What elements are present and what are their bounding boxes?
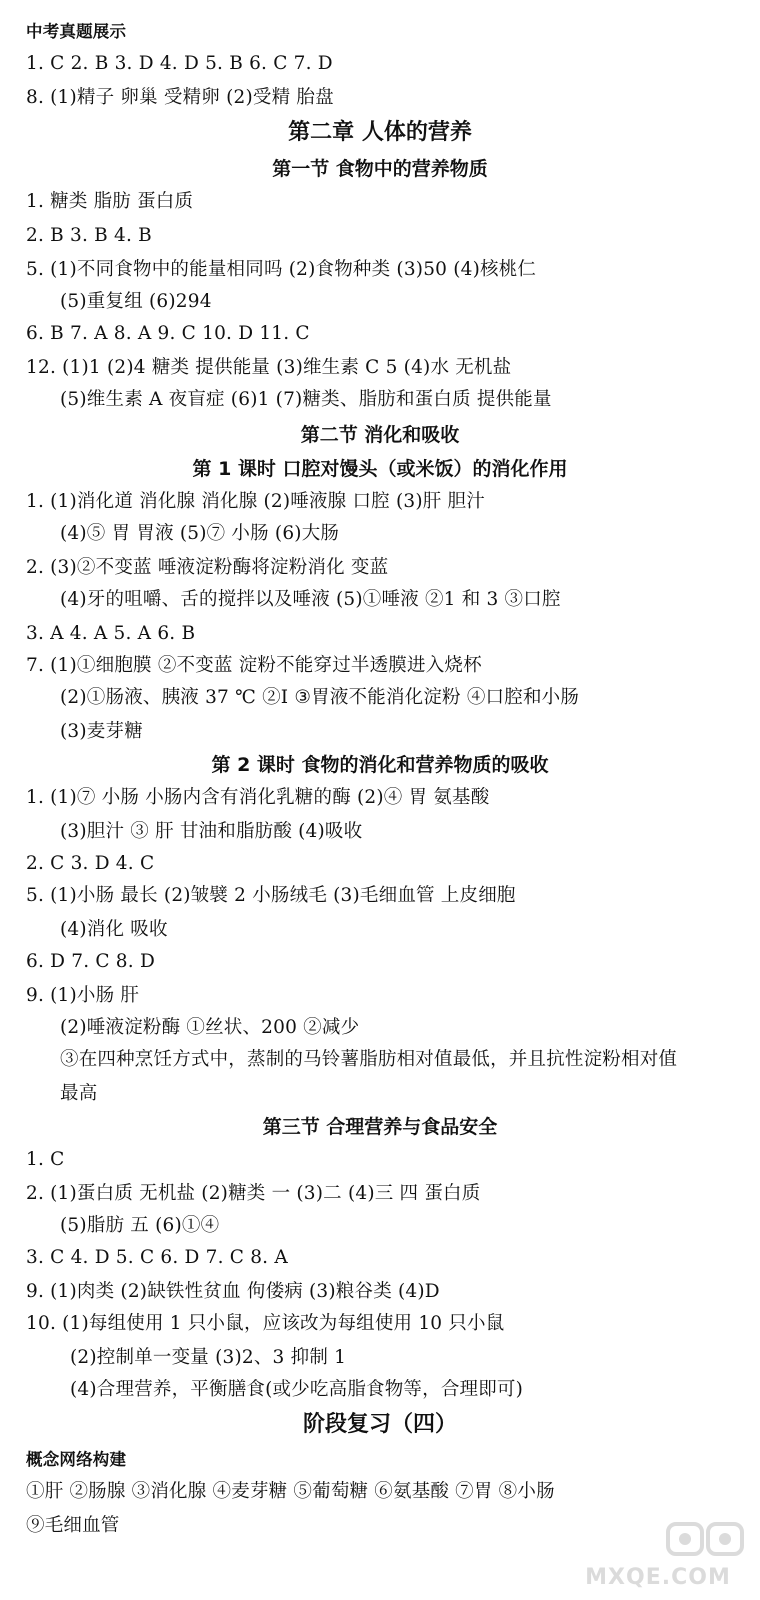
answer-line: (4)消化 吸收 — [60, 919, 168, 940]
answer-line: ③在四种烹饪方式中，蒸制的马铃薯脂肪相对值最低，并且抗性淀粉相对值 — [60, 1049, 678, 1070]
answer-line: 1. C 2. B 3. D 4. D 5. B 6. C 7. D — [26, 53, 333, 74]
answer-line: (5)维生素 A 夜盲症 (6)1 (7)糖类、脂肪和蛋白质 提供能量 — [60, 389, 552, 410]
answer-line: ⑨毛细血管 — [26, 1515, 120, 1536]
answer-line: 1. (1)消化道 消化腺 消化腺 (2)唾液腺 口腔 (3)肝 胆汁 — [26, 491, 485, 512]
answer-line: (2)①肠液、胰液 37 ℃ ②Ⅰ ③胃液不能消化淀粉 ④口腔和小肠 — [60, 687, 580, 708]
answer-line: ①肝 ②肠腺 ③消化腺 ④麦芽糖 ⑤葡萄糖 ⑥氨基酸 ⑦胃 ⑧小肠 — [26, 1481, 555, 1502]
answer-line: (4)⑤ 胃 胃液 (5)⑦ 小肠 (6)大肠 — [60, 523, 340, 544]
answer-line: (4)合理营养，平衡膳食(或少吃高脂食物等，合理即可) — [70, 1379, 524, 1400]
answer-line: 2. (1)蛋白质 无机盐 (2)糖类 一 (3)二 (4)三 四 蛋白质 — [26, 1183, 481, 1204]
answer-line: 1. C — [26, 1149, 65, 1170]
answer-line: (5)重复组 (6)294 — [60, 291, 212, 312]
answer-line: (3)胆汁 ③ 肝 甘油和脂肪酸 (4)吸收 — [60, 821, 363, 842]
lesson-heading: 第 2 课时 食物的消化和营养物质的吸收 — [211, 754, 549, 776]
lesson-heading: 第 1 课时 口腔对馒头（或米饭）的消化作用 — [192, 458, 568, 480]
answer-line: (5)脂肪 五 (6)①④ — [60, 1215, 220, 1236]
answer-line: (2)唾液淀粉酶 ①丝状、200 ②减少 — [60, 1017, 360, 1038]
watermark-text: MXQE.COM — [585, 1565, 731, 1590]
answer-line: 1. 糖类 脂肪 蛋白质 — [26, 191, 194, 212]
answer-line: 9. (1)肉类 (2)缺铁性贫血 佝偻病 (3)粮谷类 (4)D — [26, 1281, 440, 1302]
section-heading: 第三节 合理营养与食品安全 — [262, 1116, 498, 1138]
answer-line: 6. B 7. A 8. A 9. C 10. D 11. C — [26, 323, 310, 344]
section-heading: 第一节 食物中的营养物质 — [272, 158, 488, 180]
review-heading: 阶段复习（四） — [302, 1412, 457, 1437]
section-label-concept-map: 概念网络构建 — [26, 1450, 127, 1469]
chapter-heading: 第二章 人体的营养 — [288, 120, 472, 145]
answer-line: (2)控制单一变量 (3)2、3 抑制 1 — [70, 1347, 347, 1368]
answer-line: 2. B 3. B 4. B — [26, 225, 152, 246]
answer-line: 8. (1)精子 卵巢 受精卵 (2)受精 胎盘 — [26, 87, 334, 108]
section-heading: 第二节 消化和吸收 — [300, 424, 460, 446]
answer-line: 5. (1)小肠 最长 (2)皱襞 2 小肠绒毛 (3)毛细血管 上皮细胞 — [26, 885, 516, 906]
answer-line: 9. (1)小肠 肝 — [26, 985, 140, 1006]
answer-line: (4)牙的咀嚼、舌的搅拌以及唾液 (5)①唾液 ②1 和 3 ③口腔 — [60, 589, 561, 610]
answer-line: 5. (1)不同食物中的能量相同吗 (2)食物种类 (3)50 (4)核桃仁 — [26, 259, 537, 280]
answer-line: (3)麦芽糖 — [60, 721, 143, 742]
watermark-logo — [568, 1520, 748, 1590]
answer-line: 12. (1)1 (2)4 糖类 提供能量 (3)维生素 C 5 (4)水 无机盐 — [26, 357, 512, 378]
answer-line: 1. (1)⑦ 小肠 小肠内含有消化乳糖的酶 (2)④ 胃 氨基酸 — [26, 787, 490, 808]
answer-line: 2. (3)②不变蓝 唾液淀粉酶将淀粉消化 变蓝 — [26, 557, 389, 578]
answer-line: 2. C 3. D 4. C — [26, 853, 155, 874]
answer-line: 3. A 4. A 5. A 6. B — [26, 623, 196, 644]
answer-line: 10. (1)每组使用 1 只小鼠，应该改为每组使用 10 只小鼠 — [26, 1313, 505, 1334]
section-label-exam-questions: 中考真题展示 — [26, 22, 127, 41]
answer-line: 6. D 7. C 8. D — [26, 951, 155, 972]
answer-line: 3. C 4. D 5. C 6. D 7. C 8. A — [26, 1247, 288, 1268]
answer-line: 7. (1)①细胞膜 ②不变蓝 淀粉不能穿过半透膜进入烧杯 — [26, 655, 482, 676]
answer-line: 最高 — [60, 1083, 98, 1104]
